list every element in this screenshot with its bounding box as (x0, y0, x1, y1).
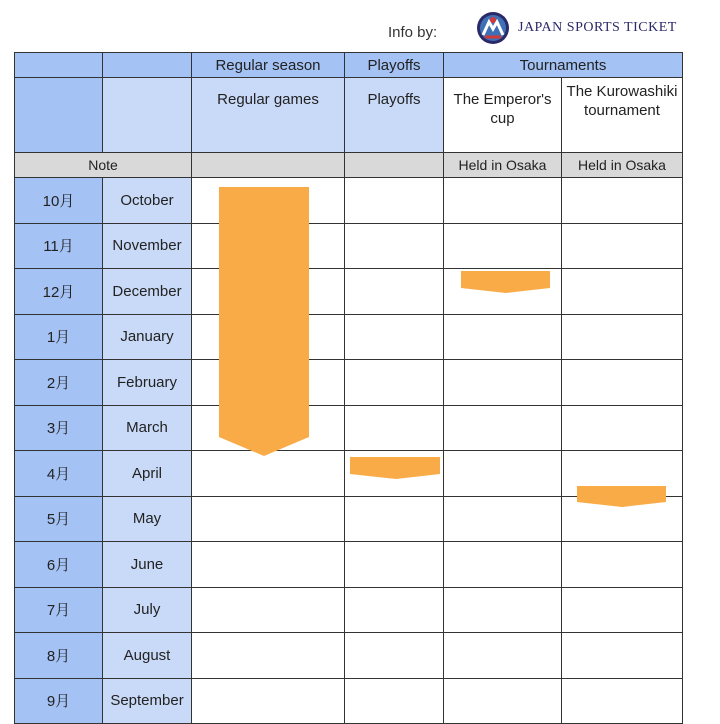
schedule-cell (444, 360, 562, 406)
month-row (15, 542, 683, 588)
schedule-cell (562, 496, 683, 542)
month-en-cell: March (103, 405, 192, 451)
month-jp-cell: 6月 (15, 542, 103, 588)
logo-text: JAPAN SPORTS TICKET (518, 20, 677, 35)
schedule-cell (192, 223, 345, 269)
month-row (15, 405, 683, 451)
schedule-cell (345, 633, 444, 679)
schedule-cell (345, 269, 444, 315)
schedule-cell (562, 678, 683, 724)
schedule-cell (345, 678, 444, 724)
schedule-cell (562, 542, 683, 588)
schedule-cell (345, 178, 444, 224)
group-header-row (15, 53, 683, 78)
month-en-cell: August (103, 633, 192, 679)
schedule-cell (562, 633, 683, 679)
schedule-cell (562, 314, 683, 360)
event-label: Regular games (217, 91, 319, 108)
schedule-cell (444, 405, 562, 451)
month-en-cell: September (103, 678, 192, 724)
event-header-playoffs (345, 78, 444, 153)
schedule-cell (192, 633, 345, 679)
schedule-cell (192, 314, 345, 360)
schedule-cell (192, 269, 345, 315)
schedule-cell (192, 678, 345, 724)
month-row (15, 451, 683, 497)
schedule-cell (444, 587, 562, 633)
schedule-cell (192, 587, 345, 633)
schedule-cell (444, 314, 562, 360)
month-row (15, 496, 683, 542)
month-row (15, 314, 683, 360)
schedule-cell (562, 178, 683, 224)
note-label: Note (15, 153, 192, 178)
schedule-cell (562, 587, 683, 633)
schedule-cell (444, 542, 562, 588)
group-header-tournaments: Tournaments (444, 53, 683, 78)
month-en-cell: July (103, 587, 192, 633)
schedule-cell (345, 451, 444, 497)
month-jp-cell: 12月 (15, 269, 103, 315)
header-corner-cell (103, 53, 192, 78)
month-jp-cell: 3月 (15, 405, 103, 451)
schedule-cell (444, 178, 562, 224)
schedule-cell (345, 223, 444, 269)
schedule-cell (345, 542, 444, 588)
note-cell: Held in Osaka (444, 153, 562, 178)
schedule-cell (192, 542, 345, 588)
note-cell (345, 153, 444, 178)
schedule-cell (562, 405, 683, 451)
group-header-regular-season: Regular season (192, 53, 345, 78)
schedule-cell (562, 269, 683, 315)
month-row (15, 269, 683, 315)
month-jp-cell: 1月 (15, 314, 103, 360)
month-en-cell: December (103, 269, 192, 315)
schedule-cell (562, 451, 683, 497)
month-jp-cell: 4月 (15, 451, 103, 497)
note-row (15, 153, 683, 178)
schedule-cell (192, 451, 345, 497)
month-jp-cell: 10月 (15, 178, 103, 224)
schedule-cell (345, 496, 444, 542)
schedule-cell (562, 360, 683, 406)
schedule-cell (444, 678, 562, 724)
month-jp-cell: 8月 (15, 633, 103, 679)
schedule-cell (192, 178, 345, 224)
month-row (15, 678, 683, 724)
month-jp-cell: 7月 (15, 587, 103, 633)
month-jp-cell: 9月 (15, 678, 103, 724)
schedule-cell (345, 360, 444, 406)
event-header-emperors-cup (444, 78, 562, 153)
schedule-cell (345, 405, 444, 451)
event-header-row (15, 78, 683, 153)
month-en-cell: February (103, 360, 192, 406)
schedule-cell (444, 223, 562, 269)
month-row (15, 587, 683, 633)
month-row (15, 223, 683, 269)
schedule-cell (562, 223, 683, 269)
header-corner-cell (103, 78, 192, 153)
event-header-regular-games (192, 78, 345, 153)
event-label: The Emperor's cup (453, 91, 552, 127)
note-cell: Held in Osaka (562, 153, 683, 178)
month-en-cell: May (103, 496, 192, 542)
schedule-cell (444, 496, 562, 542)
schedule-cell (345, 314, 444, 360)
event-header-kurowashiki (562, 78, 683, 153)
month-row (15, 360, 683, 406)
month-jp-cell: 5月 (15, 496, 103, 542)
event-label: Playoffs (367, 91, 421, 108)
schedule-cell (192, 360, 345, 406)
month-en-cell: January (103, 314, 192, 360)
note-cell (192, 153, 345, 178)
month-en-cell: October (103, 178, 192, 224)
schedule-table (14, 52, 683, 724)
event-label: The Kurowashiki tournament (566, 83, 678, 119)
month-row (15, 633, 683, 679)
header-corner-cell (15, 53, 103, 78)
schedule-cell (345, 587, 444, 633)
month-rows (15, 178, 683, 724)
schedule-cell (192, 405, 345, 451)
group-header-playoffs: Playoffs (345, 53, 444, 78)
month-jp-cell: 2月 (15, 360, 103, 406)
header-corner-cell (15, 78, 103, 153)
schedule-cell (444, 269, 562, 315)
japan-sports-ticket-logo[interactable] (476, 10, 677, 46)
logo-mark-icon (476, 11, 510, 45)
schedule-cell (192, 496, 345, 542)
month-row (15, 178, 683, 224)
schedule-cell (444, 451, 562, 497)
month-en-cell: June (103, 542, 192, 588)
month-en-cell: April (103, 451, 192, 497)
schedule-cell (444, 633, 562, 679)
month-en-cell: November (103, 223, 192, 269)
info-by-label: Info by: (388, 24, 438, 41)
month-jp-cell: 11月 (15, 223, 103, 269)
